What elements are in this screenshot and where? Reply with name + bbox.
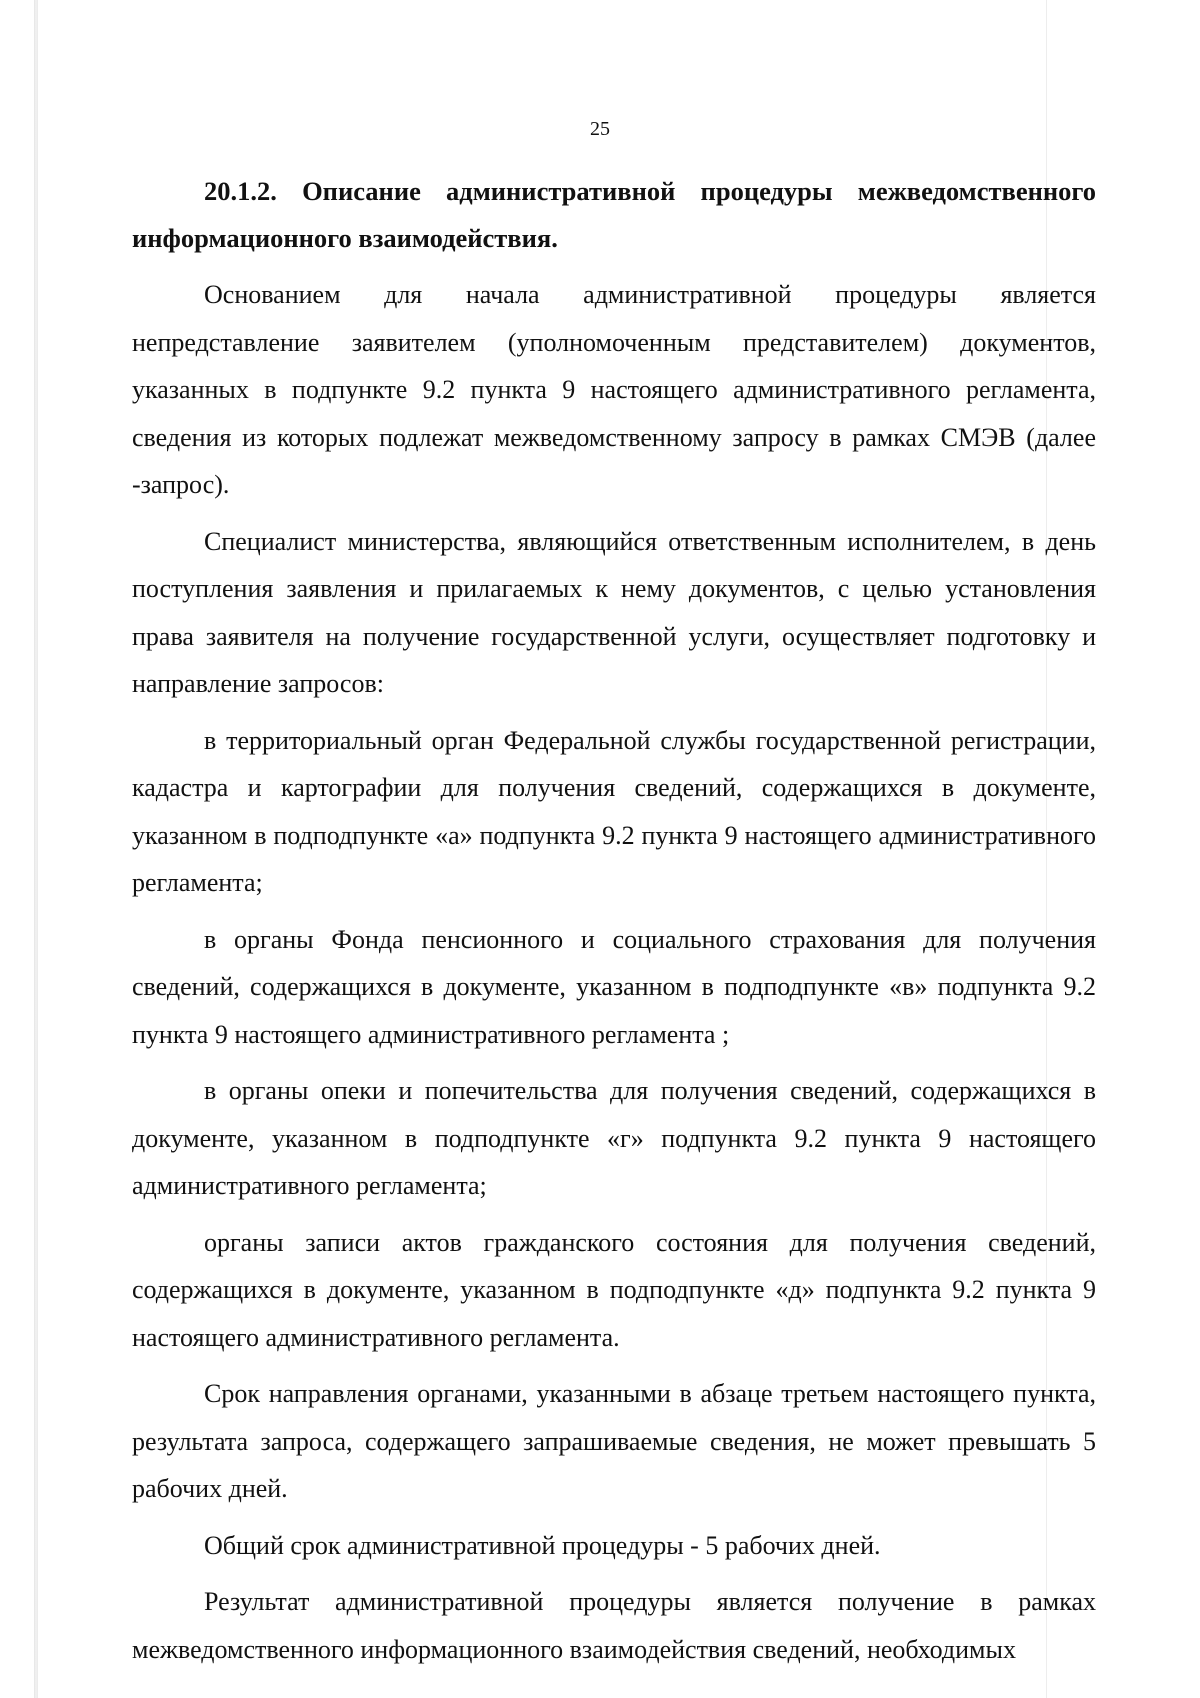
scan-edge-left: [34, 0, 38, 1698]
section-heading: 20.1.2. Описание административной процедуры межведомственного информационного взаимодействия.: [132, 176, 1096, 253]
paragraph-guardianship-request: в органы опеки и попечительства для получения сведений, содержащихся в документе, указанном в подподпункте «г» подпункта 9.2 пункта 9 настоящего административного регламента;: [132, 1076, 1096, 1200]
paragraph-civil-registry-request: органы записи актов гражданского состояния для получения сведений, содержащихся в документе, указанном в подподпункте «д» подпункта 9.2 пункта 9 настоящего административного регламента.: [132, 1227, 1096, 1352]
paragraph-basis: Основанием для начала административной процедуры является непредставление заявителем (уполномоченным представителем) документов, указанных в подпункте 9.2 пункта 9 настоящего административного регламента, сведения из которых подлежат межведомственному запросу в рамках СМЭВ (далее -запрос).: [132, 280, 1096, 499]
paragraph-result: Результат административной процедуры является получение в рамках межведомственного информационного взаимодействия сведений, необходимых: [132, 1587, 1096, 1664]
paragraph-total-duration: Общий срок административной процедуры - 5 рабочих дней.: [204, 1530, 881, 1560]
paragraph-social-fund-request: в органы Фонда пенсионного и социального страхования для получения сведений, содержащихся в документе, указанном в подподпункте «в» подпункта 9.2 пункта 9 настоящего административного регламента ;: [132, 924, 1096, 1049]
document-body: [132, 168, 1096, 1673]
paragraph-rosreestr-request: в территориальный орган Федеральной службы государственной регистрации, кадастра и картографии для получения сведений, содержащихся в документе, указанном в подподпункте «а» подпункта 9.2 пункта 9 настоящего административного регламента;: [132, 725, 1096, 897]
paragraph-response-deadline: Срок направления органами, указанными в абзаце третьем настоящего пункта, результата запроса, содержащего запрашиваемые сведения, не может превышать 5 рабочих дней.: [132, 1379, 1096, 1503]
page-number: 25: [590, 118, 610, 140]
paragraph-specialist: Специалист министерства, являющийся ответственным исполнителем, в день поступления заявления и прилагаемых к нему документов, с целью установления права заявителя на получение государственной услуги, осуществляет подготовку и направление запросов:: [132, 526, 1096, 698]
